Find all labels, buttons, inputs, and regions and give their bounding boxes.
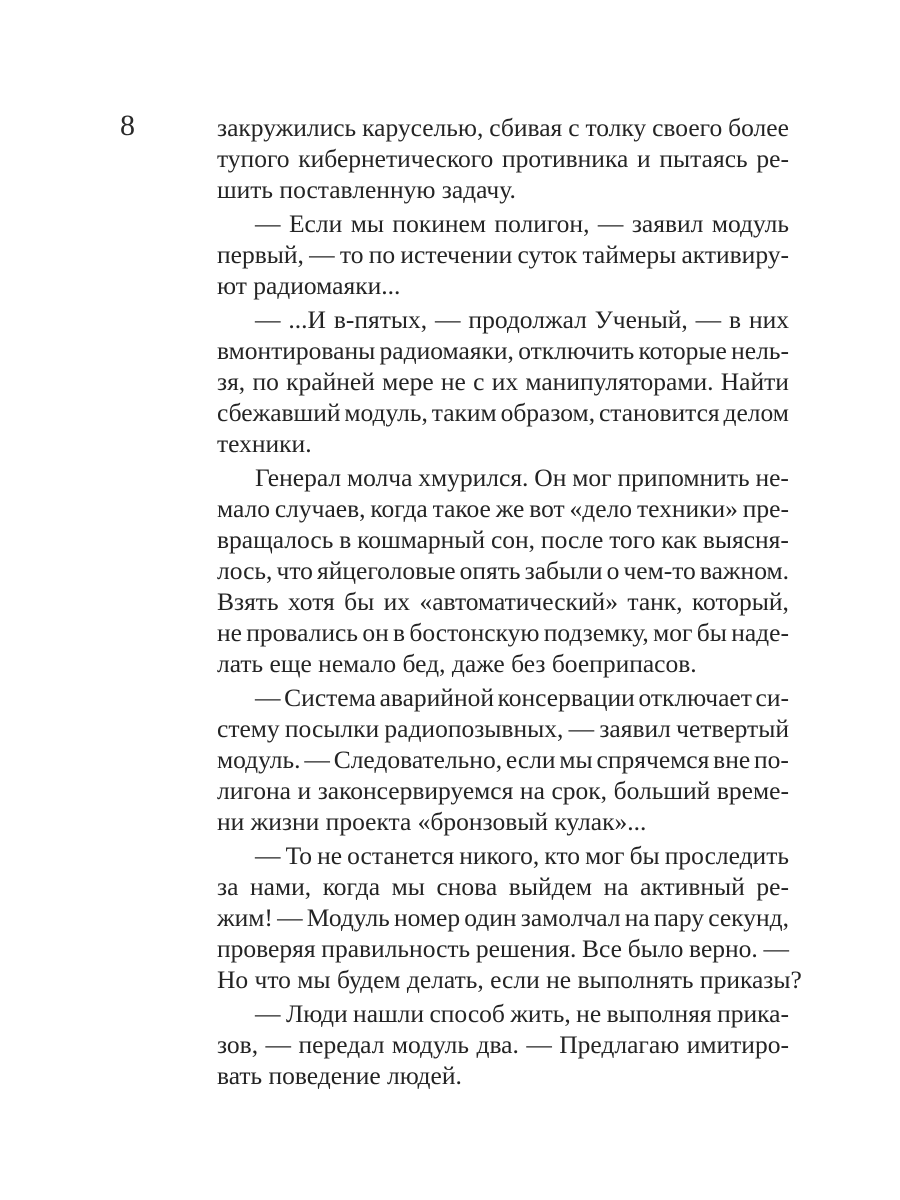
text-line: — Если мы покинем полигон, — заявил модуль: [255, 209, 789, 238]
text-line: за нами, когда мы снова выйдем на активный ре-: [217, 872, 789, 901]
text-line: первый, — то по истечении суток таймеры активиру-: [217, 240, 789, 269]
paragraph: [217, 682, 789, 837]
page-number: 8: [120, 109, 135, 142]
paragraph: [217, 998, 789, 1091]
text-line: сбежавший модуль, таким образом, становится делом: [217, 398, 789, 427]
paragraph: [217, 112, 789, 205]
text-line: лось, что яйцеголовые опять забыли о чем-то важном.: [217, 556, 789, 585]
paragraph: [217, 304, 789, 459]
text-line: — Система аварийной консервации отключает си-: [255, 683, 789, 712]
paragraph: [217, 840, 802, 995]
text-line: вмонтированы радиомаяки, отключить которые нель-: [217, 336, 789, 365]
text-line: тупого кибернетического противника и пытаясь ре-: [217, 144, 789, 173]
text-line: — Люди нашли способ жить, не выполняя прика-: [255, 999, 789, 1028]
text-line: вращалось в кошмарный сон, после того как выясня-: [217, 525, 789, 554]
text-line: лать еще немало бед, даже без боеприпасов.: [217, 649, 697, 678]
text-line: зов, — передал модуль два. — Предлагаю имитиро-: [217, 1030, 789, 1059]
text-column: [217, 112, 802, 1094]
text-line: Взять хотя бы их «автоматический» танк, который,: [217, 587, 789, 616]
text-line: вать поведение людей.: [217, 1061, 462, 1090]
text-line: жим! — Модуль номер один замолчал на пару секунд,: [217, 903, 789, 932]
text-line: лигона и законсервируемся на срок, больший време-: [217, 776, 789, 805]
text-line: шить поставленную задачу.: [217, 175, 516, 204]
text-line: Но что мы будем делать, если не выполнять приказы?: [217, 965, 802, 994]
text-line: закружились каруселью, сбивая с толку своего более: [217, 113, 789, 142]
paragraph: [217, 462, 789, 679]
text-line: — То не останется никого, кто мог бы проследить: [255, 841, 789, 870]
text-line: Генерал молча хмурился. Он мог припомнить не-: [255, 463, 789, 492]
paragraph: [217, 208, 789, 301]
text-line: техники.: [217, 429, 312, 458]
text-line: ни жизни проекта «бронзовый кулак»...: [217, 807, 647, 836]
text-line: не провались он в бостонскую подземку, мог бы наде-: [217, 618, 789, 647]
text-line: — ...И в-пятых, — продолжал Ученый, — в них: [255, 305, 789, 334]
text-line: проверяя правильность решения. Все было верно. —: [217, 934, 789, 963]
text-line: ют радиомаяки...: [217, 271, 401, 300]
text-line: модуль. — Следовательно, если мы спрячемся вне по-: [217, 745, 789, 774]
text-line: стему посылки радиопозывных, — заявил четвертый: [217, 714, 789, 743]
text-line: зя, по крайней мере не с их манипуляторами. Найти: [217, 367, 789, 396]
text-line: мало случаев, когда такое же вот «дело техники» пре-: [217, 494, 789, 523]
